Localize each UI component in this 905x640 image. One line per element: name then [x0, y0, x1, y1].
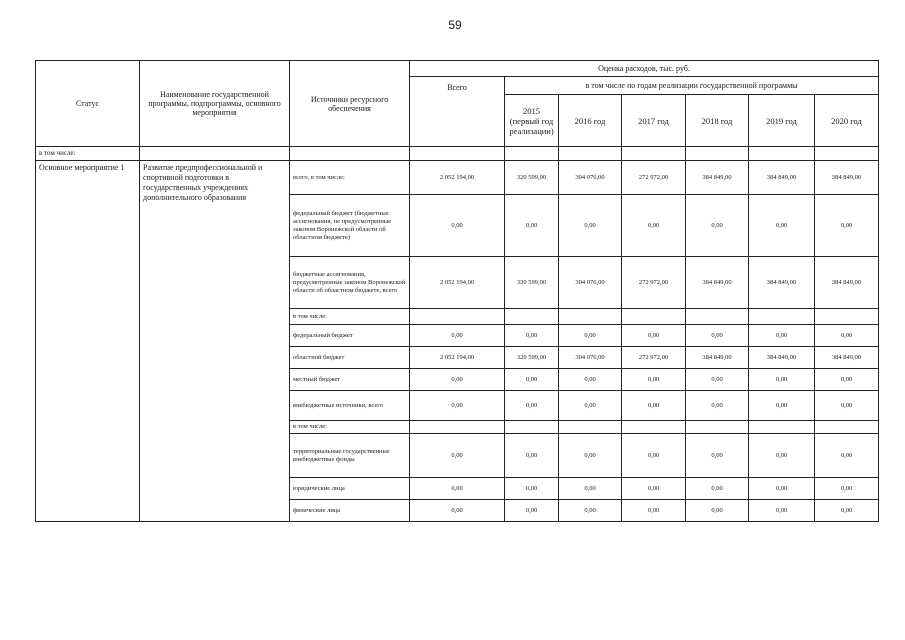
value-cell: 304 076,00 [559, 161, 622, 195]
source-label: областной бюджет [290, 347, 410, 369]
value-cell: 384 849,00 [749, 257, 815, 309]
value-cell: 384 849,00 [749, 347, 815, 369]
header-total: Всего [410, 77, 505, 147]
value-cell: 0,00 [686, 500, 749, 522]
value-cell: 0,00 [410, 195, 505, 257]
header-year-2015: 2015 (первый год реализации) [505, 95, 559, 147]
value-cell [749, 309, 815, 325]
value-cell: 0,00 [622, 478, 686, 500]
value-cell: 320 599,00 [505, 161, 559, 195]
value-cell: 0,00 [622, 391, 686, 421]
value-cell: 0,00 [815, 195, 879, 257]
value-cell: 0,00 [622, 195, 686, 257]
value-cell: 0,00 [686, 434, 749, 478]
value-cell: 0,00 [559, 391, 622, 421]
source-label: юридические лица [290, 478, 410, 500]
value-cell: 0,00 [559, 500, 622, 522]
value-cell: 272 972,00 [622, 257, 686, 309]
value-cell: 0,00 [749, 369, 815, 391]
value-cell: 0,00 [815, 369, 879, 391]
value-cell [686, 421, 749, 434]
value-cell: 0,00 [559, 325, 622, 347]
value-cell: 0,00 [410, 478, 505, 500]
program-name-cell: Развитие предпрофессиональной и спортивной подготовки в государственных учреждениях дополнительного образования [140, 161, 290, 522]
source-label: в том числе: [290, 309, 410, 325]
header-status: Статус [36, 61, 140, 147]
value-cell: 0,00 [505, 195, 559, 257]
value-cell: 0,00 [749, 434, 815, 478]
value-cell: 0,00 [749, 478, 815, 500]
header-year-2020: 2020 год [815, 95, 879, 147]
value-cell: 304 076,00 [559, 347, 622, 369]
value-cell: 0,00 [505, 434, 559, 478]
value-cell: 0,00 [749, 500, 815, 522]
resource-table [35, 60, 879, 522]
value-cell [559, 421, 622, 434]
value-cell: 320 599,00 [505, 347, 559, 369]
value-cell: 384 849,00 [686, 257, 749, 309]
value-cell: 0,00 [559, 195, 622, 257]
header-year-2019: 2019 год [749, 95, 815, 147]
value-cell [749, 421, 815, 434]
value-cell: 0,00 [815, 391, 879, 421]
value-cell [815, 309, 879, 325]
table-body [36, 161, 879, 522]
value-cell: 272 972,00 [622, 161, 686, 195]
section-label: в том числе: [36, 147, 140, 161]
value-cell: 0,00 [410, 500, 505, 522]
value-cell [815, 421, 879, 434]
value-cell: 0,00 [749, 195, 815, 257]
value-cell: 384 849,00 [815, 161, 879, 195]
value-cell: 384 849,00 [749, 161, 815, 195]
value-cell: 2 052 194,00 [410, 347, 505, 369]
table-row [36, 161, 879, 195]
value-cell: 272 972,00 [622, 347, 686, 369]
value-cell: 0,00 [815, 325, 879, 347]
value-cell: 0,00 [410, 391, 505, 421]
header-by-years: в том числе по годам реализации государственной программы [505, 77, 879, 95]
source-label: территориальные государственные внебюджетные фонды [290, 434, 410, 478]
header-name: Наименование государственной программы, подпрограммы, основного мероприятия [140, 61, 290, 147]
value-cell: 0,00 [749, 391, 815, 421]
value-cell: 0,00 [505, 500, 559, 522]
value-cell [686, 309, 749, 325]
value-cell: 0,00 [505, 369, 559, 391]
source-label: федеральный бюджет [290, 325, 410, 347]
value-cell: 0,00 [622, 369, 686, 391]
value-cell: 0,00 [559, 478, 622, 500]
source-label: в том числе: [290, 421, 410, 434]
source-label: местный бюджет [290, 369, 410, 391]
value-cell: 384 849,00 [686, 347, 749, 369]
value-cell [505, 309, 559, 325]
source-label: внебюджетные источники, всего [290, 391, 410, 421]
value-cell [559, 309, 622, 325]
value-cell: 0,00 [559, 369, 622, 391]
header-sources: Источники ресурсного обеспечения [290, 61, 410, 147]
value-cell: 0,00 [622, 500, 686, 522]
value-cell: 0,00 [749, 325, 815, 347]
value-cell [622, 421, 686, 434]
value-cell: 0,00 [686, 391, 749, 421]
value-cell: 0,00 [815, 500, 879, 522]
value-cell: 0,00 [686, 325, 749, 347]
header-year-2018: 2018 год [686, 95, 749, 147]
source-label: бюджетные ассигнования, предусмотренные законом Воронежской области об областном бюджете, всего [290, 257, 410, 309]
value-cell: 304 076,00 [559, 257, 622, 309]
value-cell: 2 052 194,00 [410, 257, 505, 309]
value-cell: 384 849,00 [815, 347, 879, 369]
header-estimate: Оценка расходов, тыс. руб. [410, 61, 879, 77]
value-cell: 0,00 [410, 434, 505, 478]
value-cell: 0,00 [410, 369, 505, 391]
value-cell: 0,00 [505, 325, 559, 347]
value-cell: 0,00 [815, 434, 879, 478]
value-cell: 0,00 [686, 195, 749, 257]
value-cell: 0,00 [505, 391, 559, 421]
status-cell: Основное мероприятие 1 [36, 161, 140, 522]
source-label: федеральный бюджет (бюджетные ассигнования, не предусмотренные законом Воронежской области об областном бюджете) [290, 195, 410, 257]
value-cell: 0,00 [410, 325, 505, 347]
source-label: всего, в том числе: [290, 161, 410, 195]
header-year-2017: 2017 год [622, 95, 686, 147]
page-number: 59 [448, 18, 462, 32]
value-cell: 384 849,00 [815, 257, 879, 309]
value-cell [410, 421, 505, 434]
value-cell: 0,00 [559, 434, 622, 478]
value-cell: 0,00 [815, 478, 879, 500]
value-cell: 320 599,00 [505, 257, 559, 309]
value-cell [622, 309, 686, 325]
value-cell: 0,00 [505, 478, 559, 500]
value-cell: 0,00 [622, 434, 686, 478]
value-cell: 384 849,00 [686, 161, 749, 195]
value-cell: 0,00 [686, 478, 749, 500]
header-year-2016: 2016 год [559, 95, 622, 147]
value-cell: 0,00 [686, 369, 749, 391]
value-cell: 0,00 [622, 325, 686, 347]
value-cell [505, 421, 559, 434]
source-label: физические лица [290, 500, 410, 522]
value-cell: 2 052 194,00 [410, 161, 505, 195]
value-cell [410, 309, 505, 325]
